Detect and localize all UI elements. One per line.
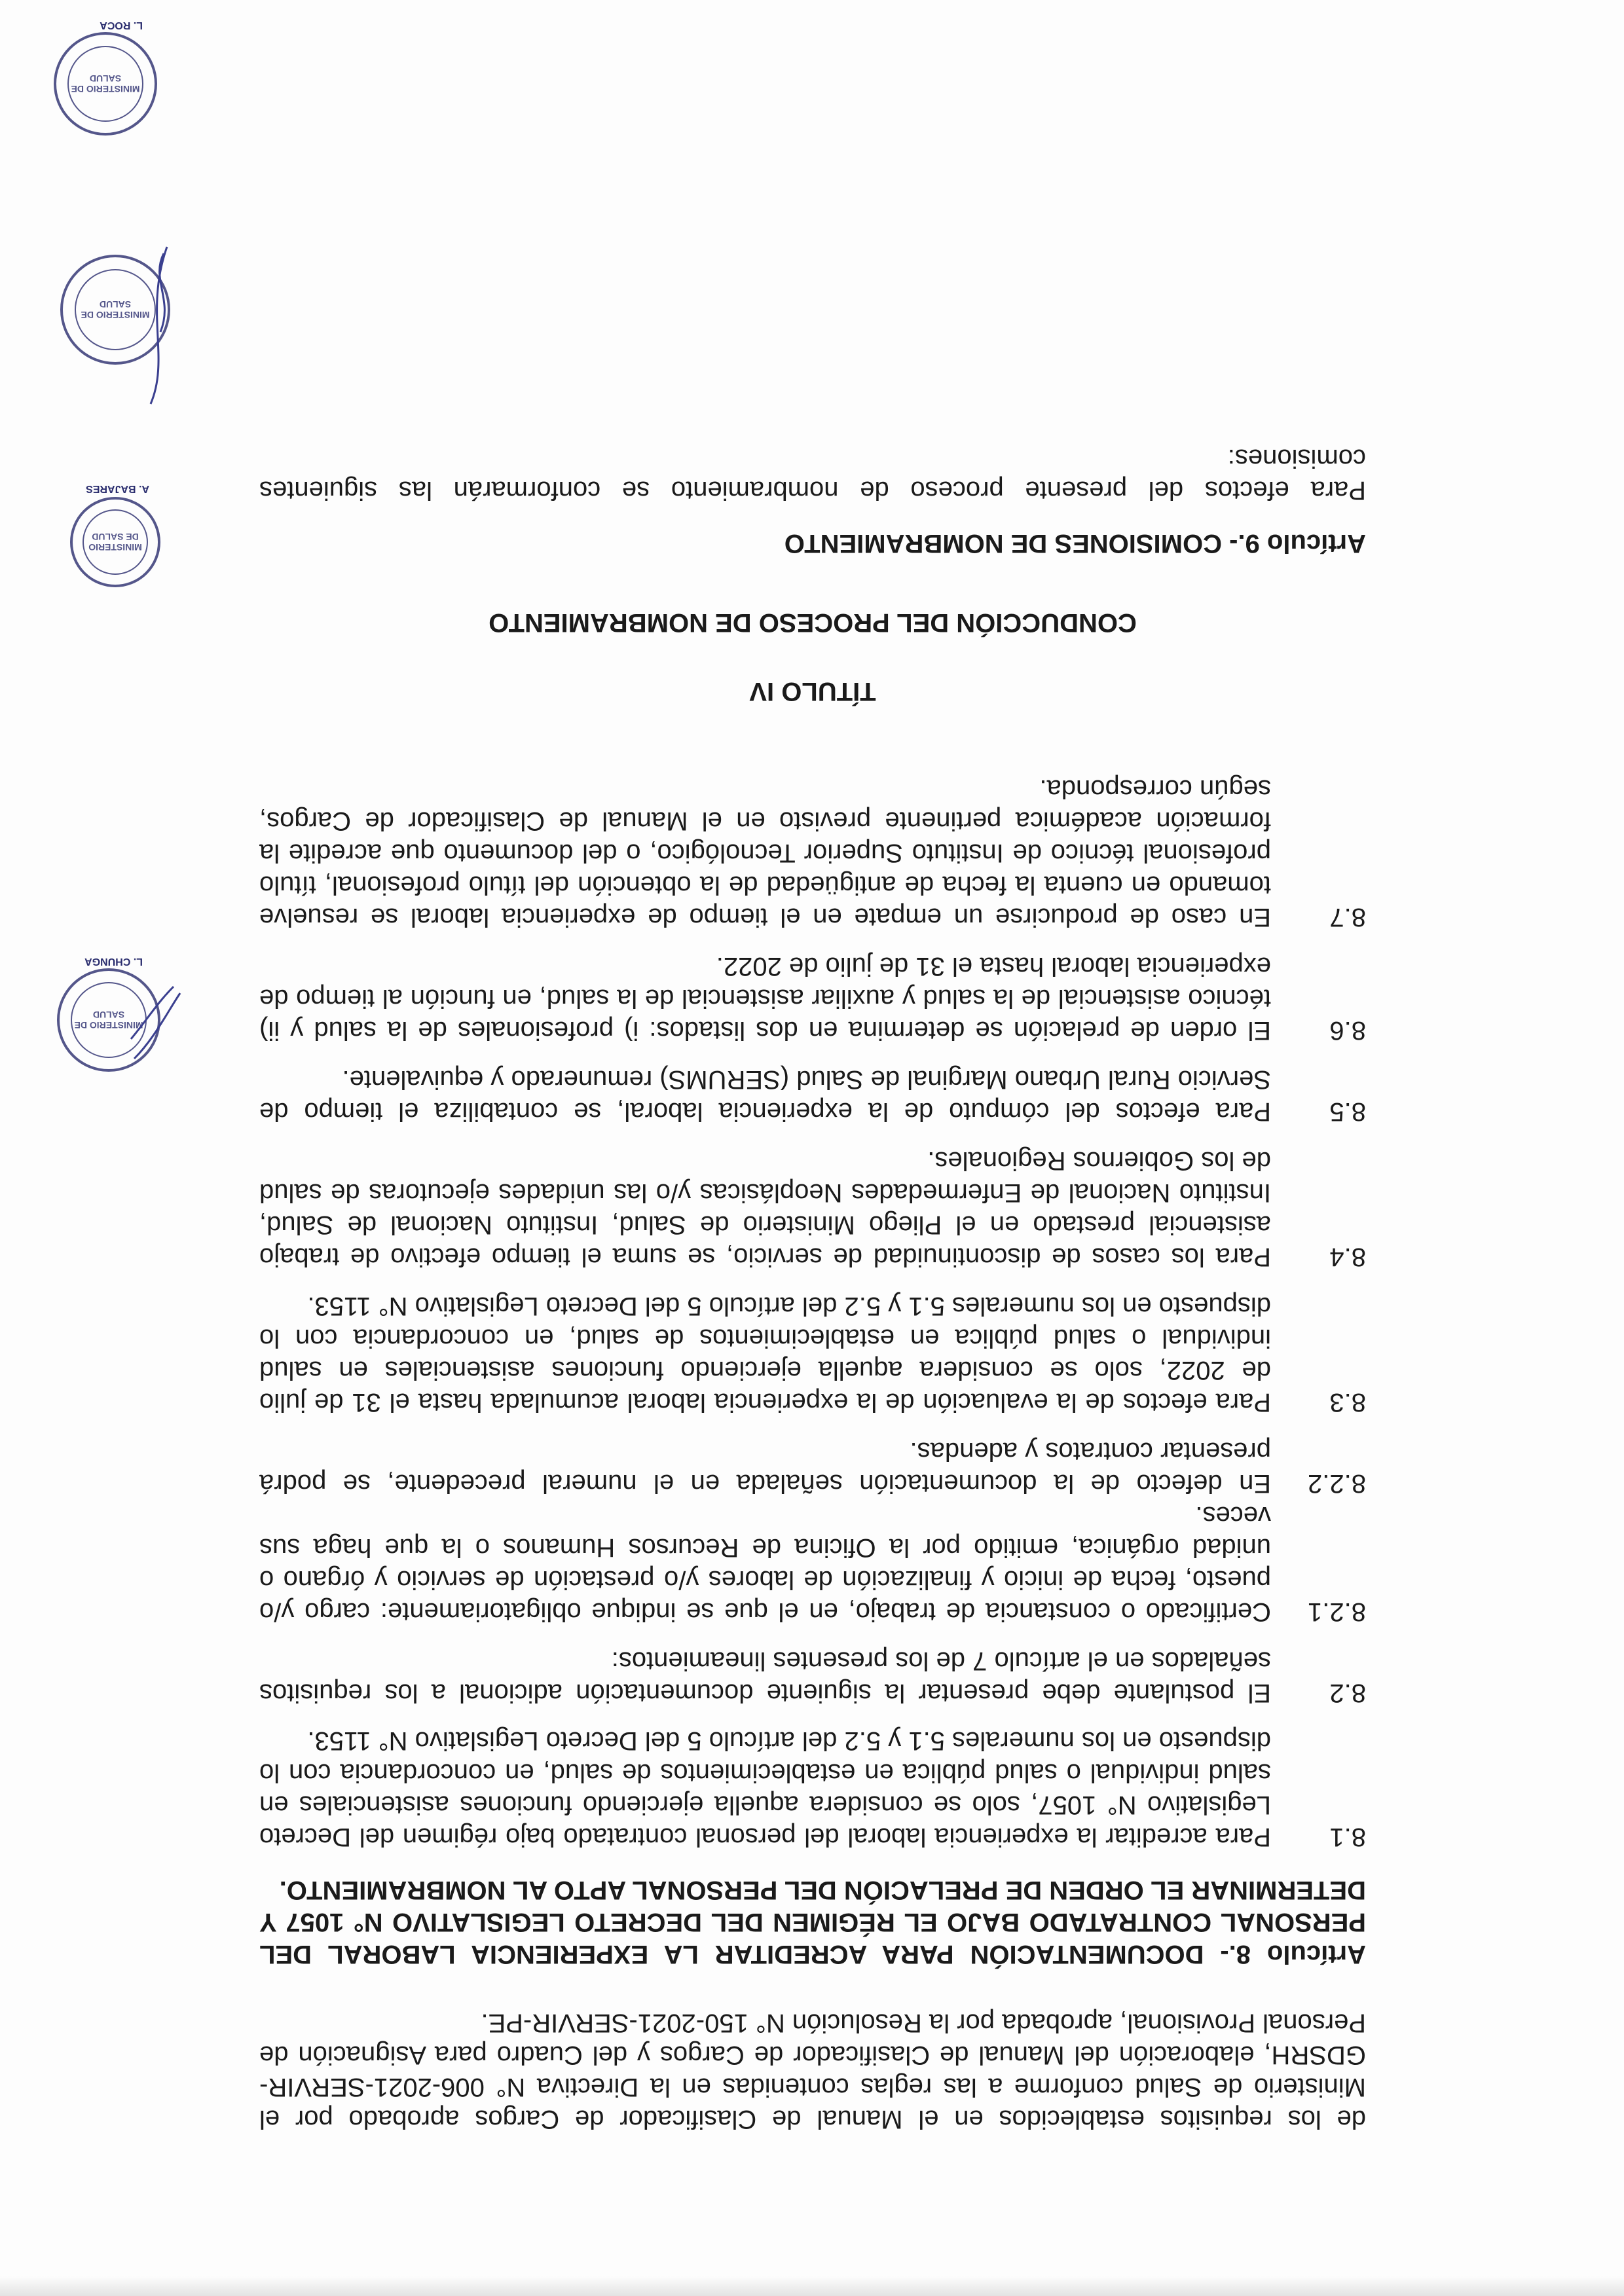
titulo-heading: TÍTULO IV (749, 677, 876, 706)
stamp-name: L. CHUNGA (84, 956, 143, 967)
item-number: 8.7 (1329, 903, 1366, 932)
item-text: El postulante debe presentar la siguiente documentación adicional a los requisitos señalados en el artículo 7 de los presentes lineamientos: (259, 1647, 1271, 1707)
scan-edge-shadow (0, 2276, 1624, 2296)
item-8-2 (259, 1645, 1366, 1709)
official-stamp (54, 32, 157, 136)
signature-mark (128, 980, 187, 1065)
item-8-6 (259, 950, 1366, 1046)
article-9-heading: Artículo 9.- COMISIONES DE NOMBRAMIENTO (784, 529, 1366, 558)
article-8-heading: Artículo 8.- DOCUMENTACIÓN PARA ACREDITAR LA EXPERIENCIA LABORAL DEL PERSONAL CONTRATADO BAJO EL RÉGIMEN DEL DECRETO LEGISLATIVO N° 1057 Y DETERMINAR EL ORDEN DE PRELACIÓN DEL PERSONAL APTO AL NOMBRAMIENTO. (259, 1876, 1366, 1969)
item-number: 8.3 (1329, 1388, 1366, 1417)
article-9-paragraph: Para efectos del presente proceso de nombramiento se conformarán las siguientes comisiones: (259, 444, 1366, 505)
item-number: 8.6 (1329, 1016, 1366, 1045)
stamp-text: MINISTERIO DE SALUD (74, 1010, 143, 1030)
item-8-2-2 (259, 1435, 1366, 1499)
item-number: 8.2.1 (1308, 1597, 1366, 1626)
signature-mark (138, 240, 183, 410)
item-number: 8.5 (1329, 1097, 1366, 1126)
stamp-text: MINISTERIO DE SALUD (88, 532, 142, 553)
stamp-name: A. BAJARES (86, 483, 149, 494)
item-8-7 (259, 773, 1366, 933)
stamp-name: L. ROCA (100, 20, 143, 31)
item-number: 8.4 (1329, 1243, 1366, 1271)
item-text: Para los casos de discontinuidad de servicio, se suma el tiempo efectivo de trabajo asistencial prestado en el Pliego Ministerio de Salud, Instituto Nacional de Salud, Instituto Nacional de Enfermedades Neoplásicas y/o las unidades ejecutoras de salud de los Gobiernos Regionales. (259, 1146, 1271, 1271)
item-number: 8.2 (1329, 1679, 1366, 1707)
document-body (259, 442, 1366, 2135)
item-text: Certificado o constancia de trabajo, en el que se indique obligatoriamente: cargo y/o puesto, fecha de inicio y finalización de labores y/o prestación de servicio y órgano o unidad orgánica, emitido por la Oficina de Recursos Humanos o la que haga sus veces. (259, 1501, 1271, 1626)
stamp-text: MINISTERIO DE SALUD (81, 299, 150, 320)
item-8-4 (259, 1144, 1366, 1273)
item-text: Para acreditar la experiencia laboral del personal contratado bajo régimen del Decreto Legislativo N° 1057, solo se considera aquella ejerciendo funciones asistenciales en salud individual o salud pública en establecimientos de salud, en concordancia con lo dispuesto en los numerales 5.1 y 5.2 del artículo 5 del Decreto Legislativo N° 1153. (259, 1726, 1271, 1851)
item-text: El orden de prelación se determina en dos listados: i) profesionales de la salud y ii) técnico asistencial de la salud y auxiliar asistencial de la salud, en función al tiempo de experiencia laboral hasta el 31 de julio de 2022. (259, 952, 1271, 1045)
item-8-2-1 (259, 1499, 1366, 1628)
item-text: En defecto de la documentación señalada en el numeral precedente, se podrá presentar contratos y adendas. (259, 1437, 1271, 1498)
item-text: Para efectos de la evaluación de la experiencia laboral acumulada hasta el 31 de julio de 2022, solo se considera aquella ejerciendo funciones asistenciales en salud individual o salud pública en establecimientos de salud, en concordancia con lo dispuesto en los numerales 5.1 y 5.2 del artículo 5 del Decreto Legislativo N° 1153. (259, 1292, 1271, 1417)
item-text: Para efectos del cómputo de la experiencia laboral, se contabiliza el tiempo de Servicio Rural Urbano Marginal de Salud (SERUMS) remunerado y equivalente. (259, 1065, 1271, 1126)
item-text: En caso de producirse un empate en el tiempo de experiencia laboral se resuelve tomando en cuenta la fecha de antigüedad de la obtención del título profesional, título profesional técnico de Instituto Superior Tecnológico, o del documento que acredite la formación académica pertinente previsto en el Manual de Clasificador de Cargos, según corresponda. (259, 774, 1271, 932)
item-8-5 (259, 1063, 1366, 1127)
official-stamp (70, 497, 160, 587)
titulo-subheading: CONDUCCIÓN DEL PROCESO DE NOMBRAMIENTO (489, 608, 1137, 637)
item-8-1 (259, 1724, 1366, 1853)
item-8-3 (259, 1290, 1366, 1418)
stamp-text: MINISTERIO DE SALUD (71, 73, 140, 94)
intro-paragraph: de los requisitos establecidos en el Manual de Clasificador de Cargos aprobado por el Ministerio de Salud conforme a las reglas contenidas en la Directiva N° 006-2021-SERVIR-GDSRH, elaboración del Manual de Clasificador de Cargos y del Cuadro para Asignación de Personal Provisional, aprobada por la Resolución N° 150-2021-SERVIR-PE. (259, 2009, 1366, 2134)
item-number: 8.2.2 (1308, 1469, 1366, 1498)
item-number: 8.1 (1329, 1823, 1366, 1851)
